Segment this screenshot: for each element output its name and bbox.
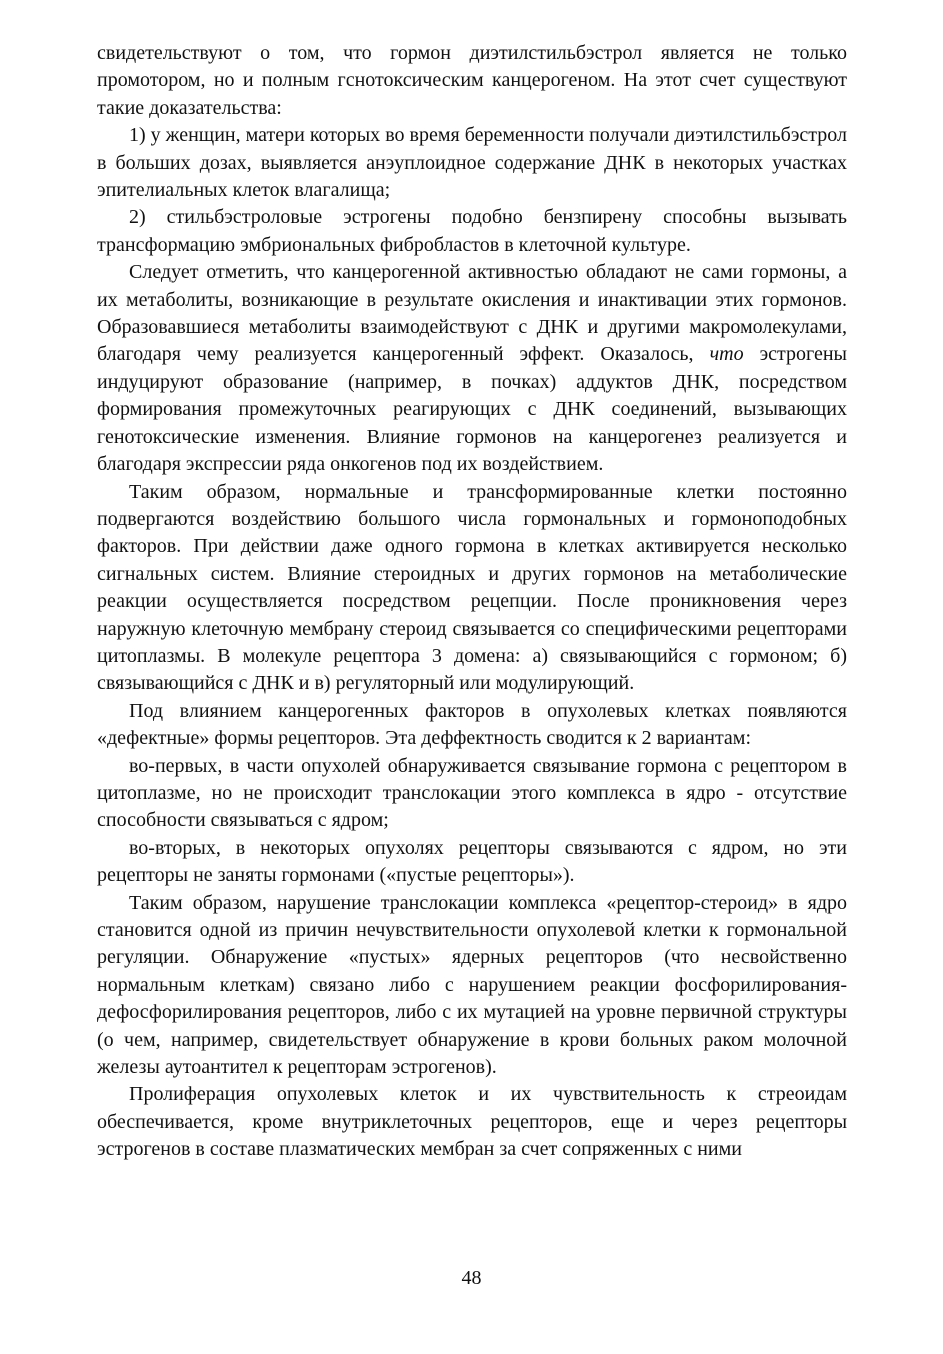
paragraph-evidence-1: 1) у женщин, матери которых во время беременности получали диэтилстильбэстрол в больших дозах, выявляется анэуплоидное содержание ДНК в некоторых участках эпителиальных клеток влагалища; (97, 124, 847, 202)
paragraph-metabolites (97, 259, 847, 478)
paragraph-variant-1: во-первых, в части опухолей обнаруживается связывание гормона с рецептором в цитоплазме, но не происходит транслокации этого комплекса в ядро - отсутствие способности связываться с ядром; (97, 754, 847, 832)
paragraph-continuation: свидетельствуют о том, что гормон диэтилстильбэстрол является не только промотором, но и полным гснотоксическим канцерогеном. На этот счет существуют такие доказательства: (97, 42, 847, 119)
document-page (97, 40, 847, 1164)
paragraph-proliferation: Пролиферация опухолевых клеток и их чувствительность к стреоидам обеспечивается, кроме внутриклеточных рецепторов, еще и через рецепторы эстрогенов в составе плазматических мембран за счет сопряженных с ними (97, 1083, 847, 1161)
paragraph-metabolites-part-2: эстрогены индуцируют образование (например, в почках) аддуктов ДНК, посредством формирования промежуточных реагирующих с ДНК соединений, вызывающих генотоксические изменения. Влияние гормонов на канцерогенез реализуется и благодаря экспрессии ряда онкогенов под их воздействием. (97, 343, 847, 476)
paragraph-variant-2: во-вторых, в некоторых опухолях рецепторы связываются с ядром, но эти рецепторы не заняты гормонами («пустые рецепторы»). (97, 836, 847, 887)
paragraph-receptors: Таким образом, нормальные и трансформированные клетки постоянно подвергаются воздействию большого числа гормональных и гормоноподобных факторов. При действии даже одного гормона в клетках активируется несколько сигнальных систем. Влияние стероидных и других гормонов на метаболические реакции осуществляется посредством рецепции. После проникновения через наружную клеточную мембрану стероид связывается со специфическими рецепторами цитоплазмы. В молекуле рецептора 3 домена: а) связывающийся с гормоном; б) связывающийся с ДНК и в) регуляторный или модулирующий. (97, 480, 847, 695)
emphasis-word: что (709, 343, 744, 366)
paragraph-evidence-2: 2) стильбэстроловые эстрогены подобно бензпирену способны вызывать трансформацию эмбриональных фибробластов в клеточной культуре. (97, 206, 847, 256)
paragraph-defective-forms: Под влиянием канцерогенных факторов в опухолевых клетках появляются «дефектные» формы рецепторов. Эта деффектность сводится к 2 вариантам: (97, 699, 847, 750)
page-number: 48 (461, 1267, 482, 1289)
paragraph-metabolites-part-1: Следует отметить, что канцерогенной активностью обладают не сами гормоны, а их метаболиты, возникающие в результате окисления и инактивации этих гормонов. Образовавшиеся метаболиты взаимодействуют с ДНК и другими макромолекулами, благодаря чему реализуется канцерогенный эффект. Оказалось, (97, 261, 847, 366)
paragraph-translocation: Таким образом, нарушение транслокации комплекса «рецептор-стероид» в ядро становится одной из причин нечувствительности опухолевой клетки к гормональной регуляции. Обнаружение «пустых» ядерных рецепторов (что несвойственно нормальным клеткам) связано либо с нарушением реакции фосфорилирования-дефосфорилирования рецепторов, либо с их мутацией на уровне первичной структуры (о чем, например, свидетельствует обнаружение в крови больных раком молочной железы аутоантител к рецепторам эстрогенов). (97, 891, 847, 1079)
